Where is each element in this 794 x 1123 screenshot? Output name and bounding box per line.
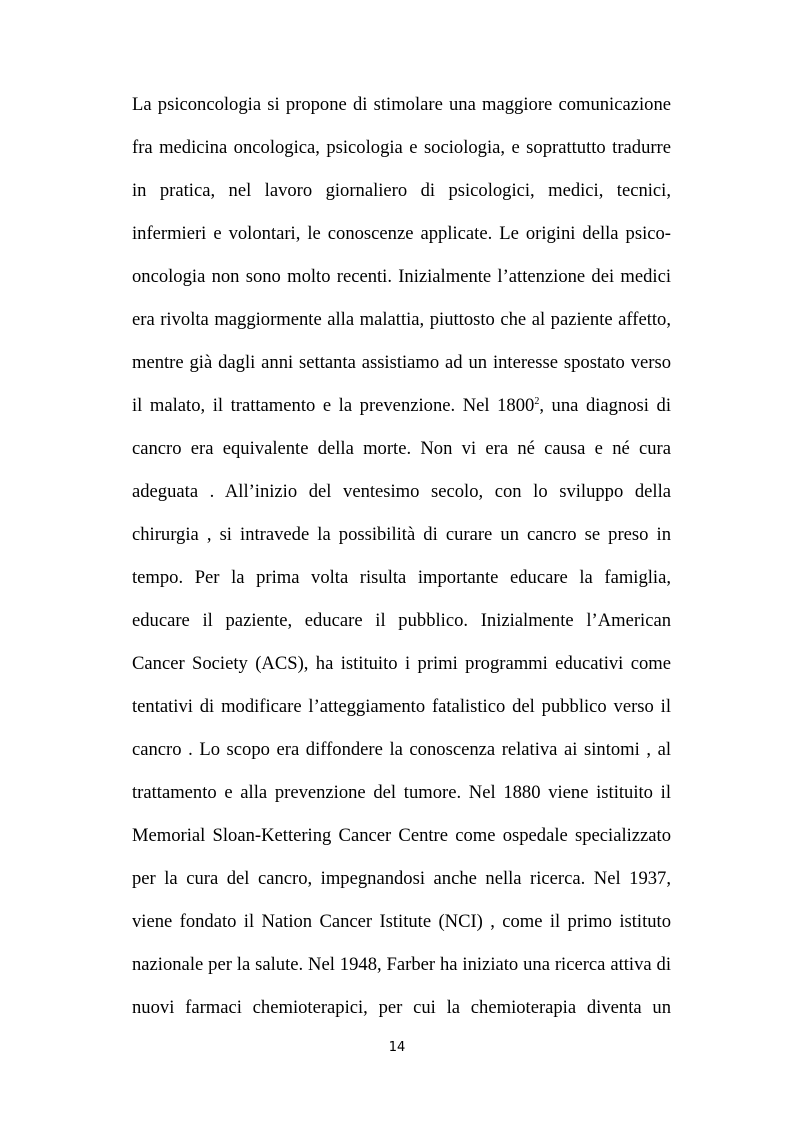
text-line: in pratica, nel lavoro giornaliero di psicologici, medici, tecnici, [132,180,671,201]
text-segment: il malato, il trattamento e la prevenzione. Nel 1800 [132,395,535,416]
text-line: tempo. Per la prima volta risulta importante educare la famiglia, [132,567,671,588]
text-line: mentre già dagli anni settanta assistiamo ad un interesse spostato verso [132,352,671,373]
text-line: Memorial Sloan-Kettering Cancer Centre come ospedale specializzato [132,825,671,846]
page-body [132,90,671,1036]
text-line: era rivolta maggiormente alla malattia, piuttosto che al paziente affetto, [132,309,671,330]
text-line: cancro era equivalente della morte. Non vi era né causa e né cura [132,438,671,459]
text-line: infermieri e volontari, le conoscenze applicate. Le origini della psico- [132,223,671,244]
text-line: educare il paziente, educare il pubblico. Inizialmente l’American [132,610,671,631]
text-line: per la cura del cancro, impegnandosi anche nella ricerca. Nel 1937, [132,868,671,889]
text-line: tentativi di modificare l’atteggiamento fatalistico del pubblico verso il [132,696,671,717]
text-line: trattamento e alla prevenzione del tumore. Nel 1880 viene istituito il [132,782,671,803]
text-line: Cancer Society (ACS), ha istituito i primi programmi educativi come [132,653,671,674]
text-line: viene fondato il Nation Cancer Istitute (NCI) , come il primo istituto [132,911,671,932]
footnote-reference[interactable]: 2 [534,396,540,407]
text-line: La psiconcologia si propone di stimolare una maggiore comunicazione [132,94,671,115]
text-line: cancro . Lo scopo era diffondere la conoscenza relativa ai sintomi , al [132,739,671,760]
text-segment: , una diagnosi di [539,395,671,416]
text-line: oncologia non sono molto recenti. Inizialmente l’attenzione dei medici [132,266,671,287]
text-line: nuovi farmaci chemioterapici, per cui la chemioterapia diventa un [132,997,671,1018]
text-line: fra medicina oncologica, psicologia e sociologia, e soprattutto tradurre [132,137,671,158]
text-line: nazionale per la salute. Nel 1948, Farber ha iniziato una ricerca attiva di [132,954,671,975]
page-number: 14 [388,1040,406,1055]
text-line: adeguata . All’inizio del ventesimo secolo, con lo sviluppo della [132,481,671,502]
text-line-with-footnote [132,391,671,434]
text-line: chirurgia , si intravede la possibilità di curare un cancro se preso in [132,524,671,545]
